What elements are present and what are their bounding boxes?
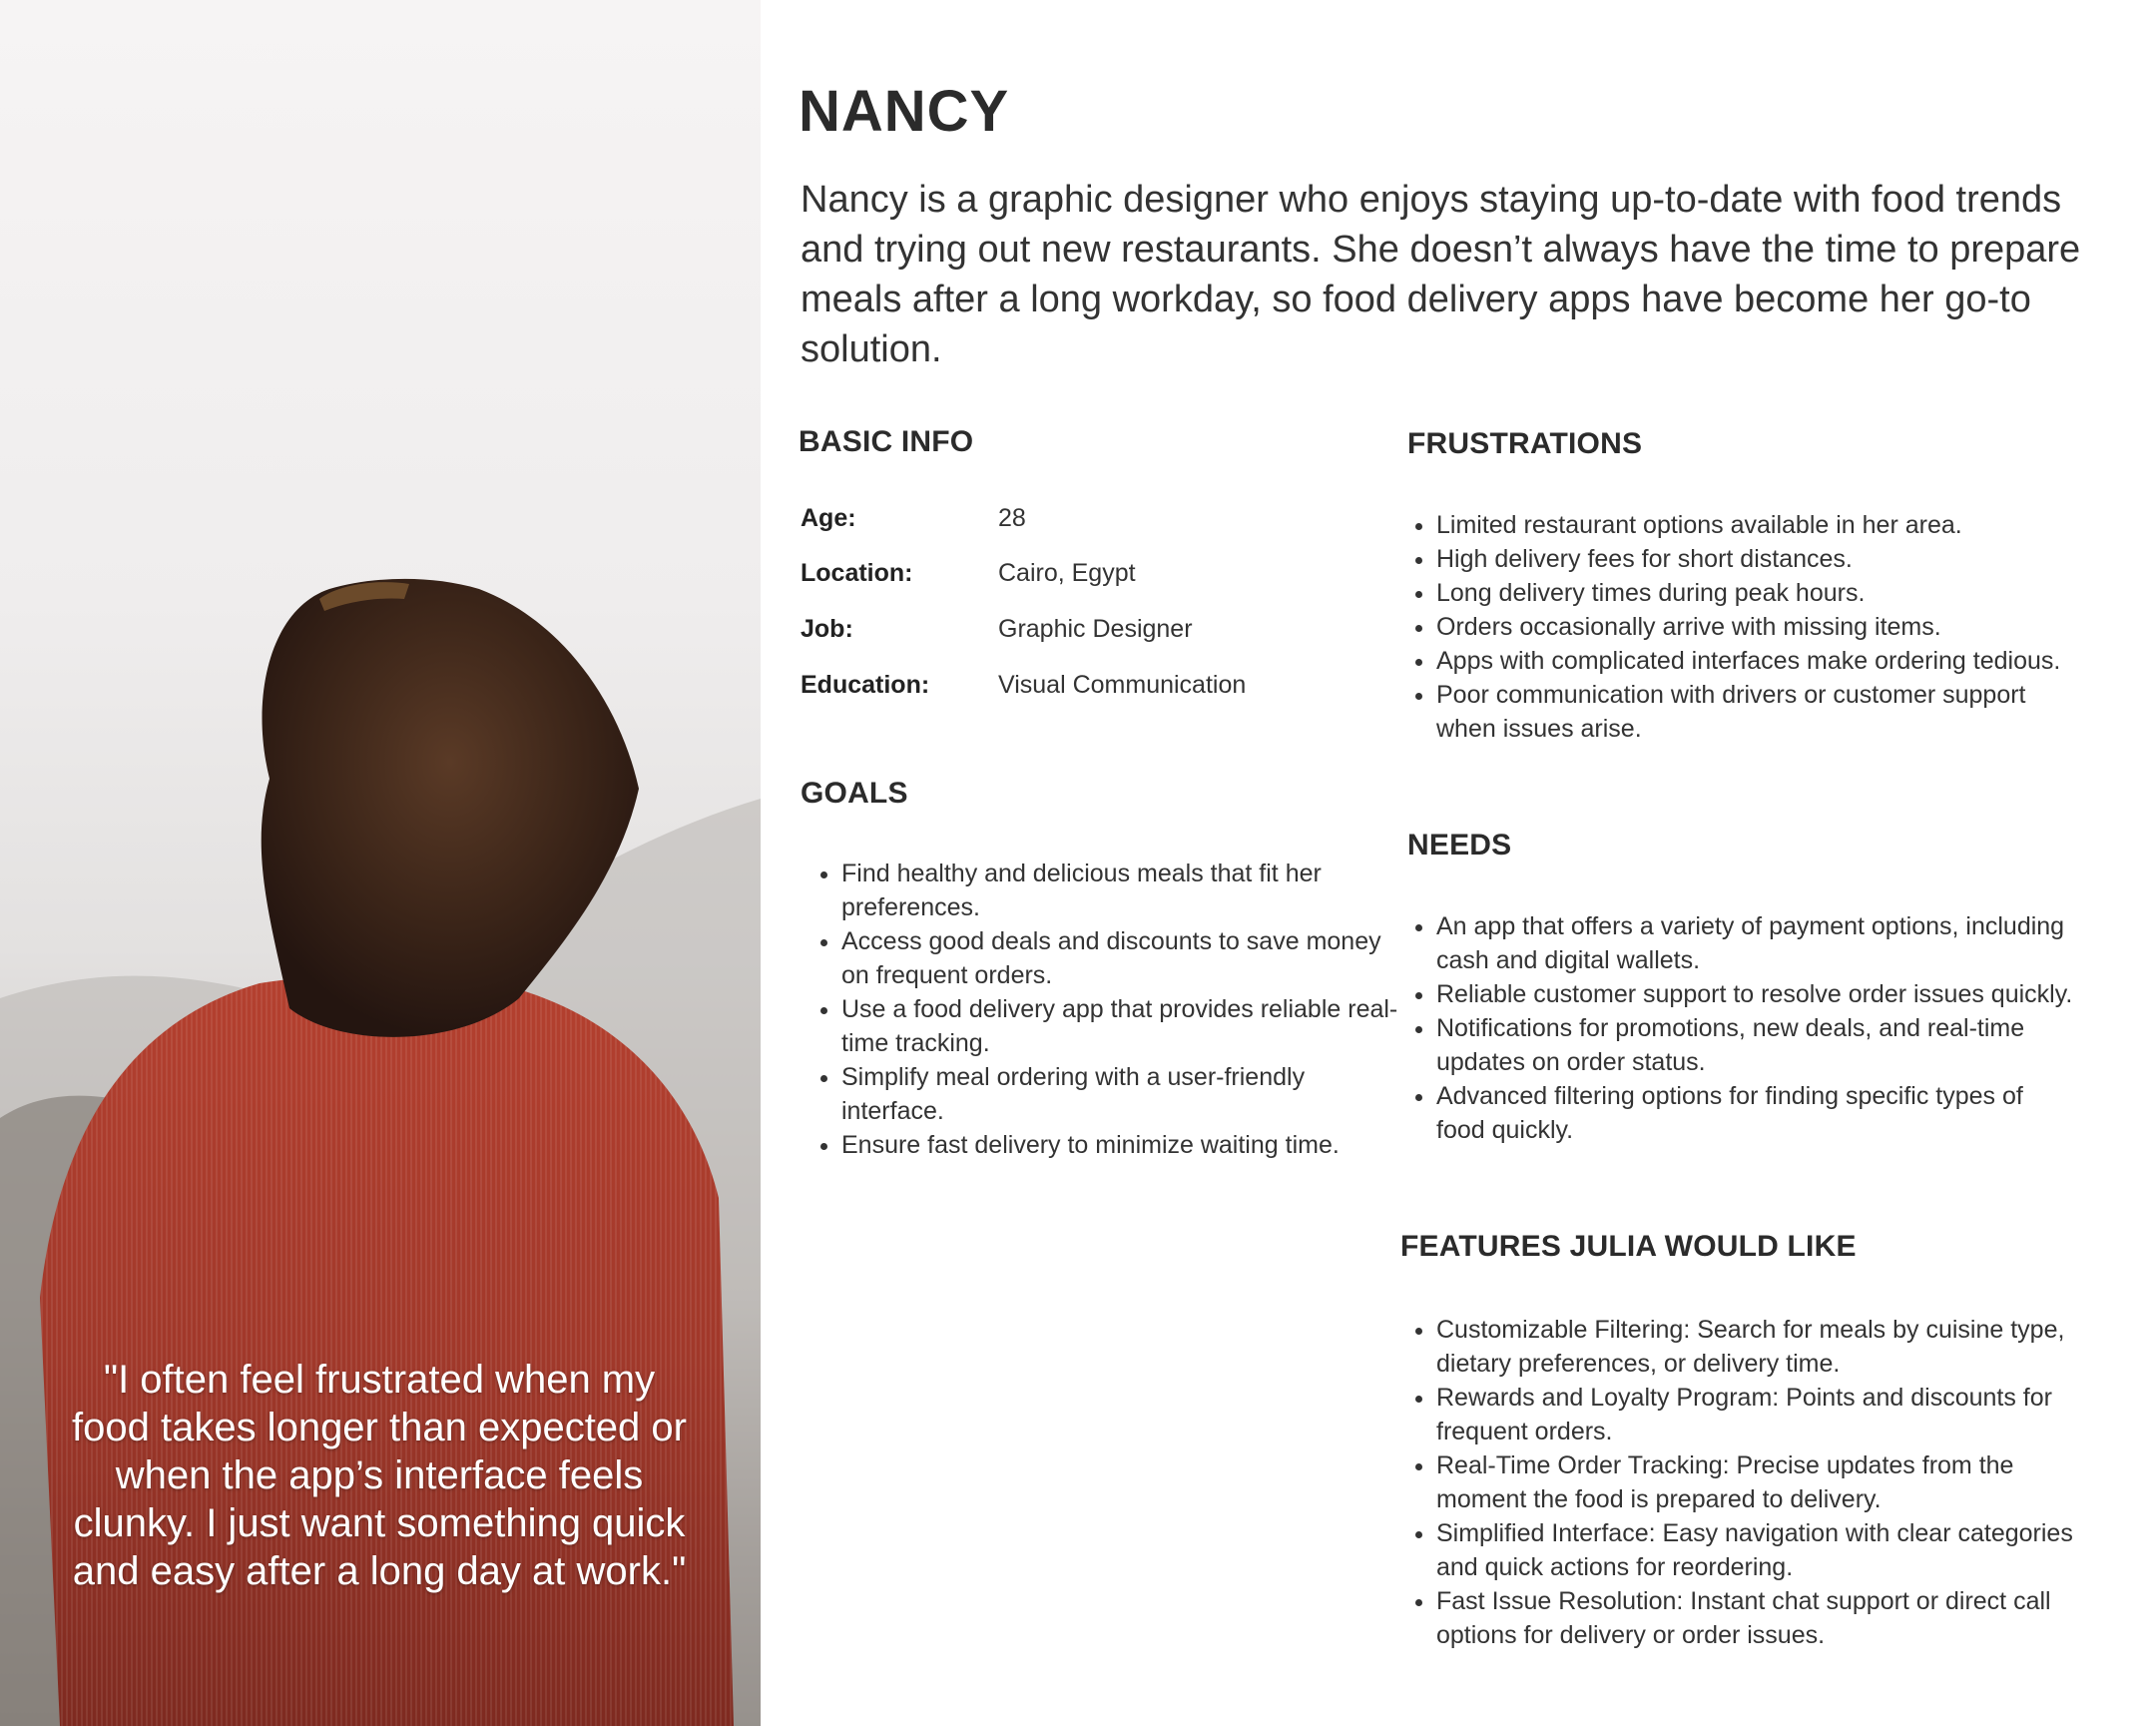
needs-list: [1407, 909, 2076, 1147]
goals-list: [812, 857, 1401, 1162]
persona-name: NANCY: [799, 79, 1010, 144]
list-item: Simplify meal ordering with a user-friendly interface.: [812, 1060, 1401, 1128]
list-item: Access good deals and discounts to save money on frequent orders.: [812, 924, 1401, 992]
basic-info-title: BASIC INFO: [799, 425, 974, 458]
list-item: Poor communication with drivers or customer support when issues arise.: [1407, 678, 2076, 746]
needs-title: NEEDS: [1407, 829, 1512, 862]
info-value: Cairo, Egypt: [998, 559, 1136, 587]
list-item: Simplified Interface: Easy navigation with clear categories and quick actions for reordering.: [1407, 1516, 2086, 1584]
info-label: Education:: [801, 671, 930, 699]
info-label: Age:: [801, 504, 856, 532]
list-item: Customizable Filtering: Search for meals by cuisine type, dietary preferences, or delivery time.: [1407, 1313, 2086, 1381]
list-item: High delivery fees for short distances.: [1407, 542, 2076, 576]
persona-quote: "I often feel frustrated when my food takes longer than expected or when the app’s interface feels clunky. I just want something quick and easy after a long day at work.": [72, 1358, 687, 1593]
persona-photo: [0, 0, 761, 1726]
frustrations-list: [1407, 508, 2076, 746]
list-item: Fast Issue Resolution: Instant chat support or direct call options for delivery or order issues.: [1407, 1584, 2086, 1652]
list-item: Notifications for promotions, new deals, and real-time updates on order status.: [1407, 1011, 2076, 1079]
info-value: 28: [998, 504, 1026, 532]
list-item: Orders occasionally arrive with missing items.: [1407, 610, 2076, 644]
features-title: FEATURES JULIA WOULD LIKE: [1400, 1230, 1857, 1263]
info-label: Location:: [801, 559, 913, 587]
info-label: Job:: [801, 615, 853, 643]
info-value: Visual Communication: [998, 671, 1247, 699]
goals-title: GOALS: [801, 777, 908, 810]
info-value: Graphic Designer: [998, 615, 1193, 643]
list-item: Apps with complicated interfaces make ordering tedious.: [1407, 644, 2076, 678]
list-item: Long delivery times during peak hours.: [1407, 576, 2076, 610]
list-item: An app that offers a variety of payment options, including cash and digital wallets.: [1407, 909, 2076, 977]
frustrations-title: FRUSTRATIONS: [1407, 427, 1643, 460]
features-list: [1407, 1313, 2086, 1652]
list-item: Real-Time Order Tracking: Precise updates from the moment the food is prepared to delivery.: [1407, 1448, 2086, 1516]
list-item: Advanced filtering options for finding specific types of food quickly.: [1407, 1079, 2076, 1147]
list-item: Reliable customer support to resolve order issues quickly.: [1407, 977, 2076, 1011]
list-item: Ensure fast delivery to minimize waiting time.: [812, 1128, 1401, 1162]
list-item: Find healthy and delicious meals that fit her preferences.: [812, 857, 1401, 924]
persona-bio: Nancy is a graphic designer who enjoys staying up-to-date with food trends and trying out new restaurants. She doesn’t always have the time to prepare meals after a long workday, so food delivery apps have become her go-to solution.: [801, 179, 2081, 370]
list-item: Use a food delivery app that provides reliable real-time tracking.: [812, 992, 1401, 1060]
list-item: Limited restaurant options available in her area.: [1407, 508, 2076, 542]
list-item: Rewards and Loyalty Program: Points and discounts for frequent orders.: [1407, 1381, 2086, 1448]
